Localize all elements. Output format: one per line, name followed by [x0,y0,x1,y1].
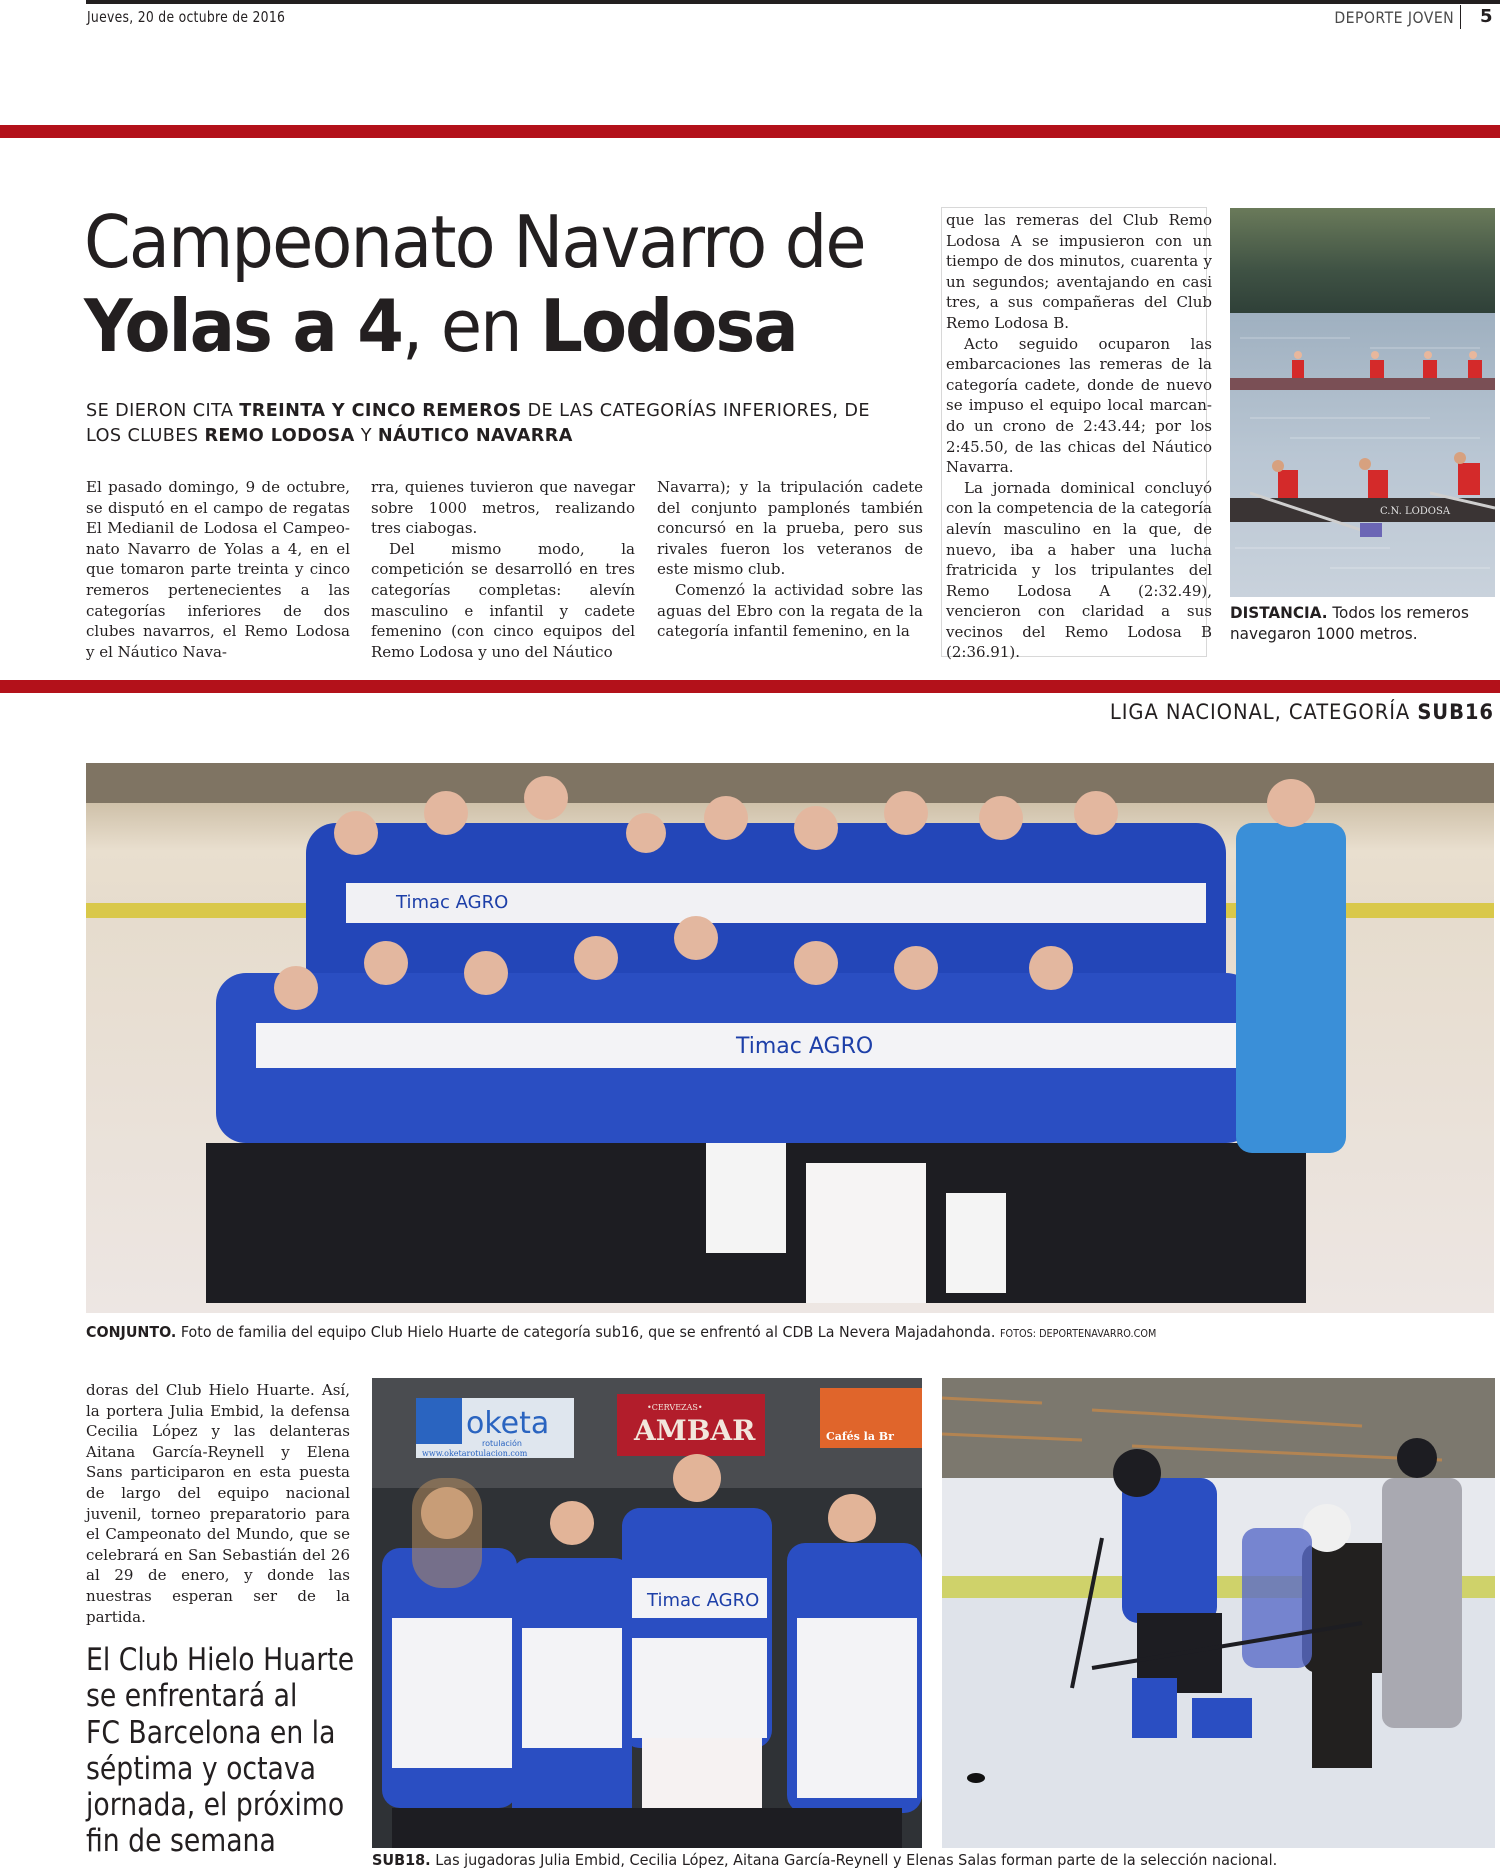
caption-text: Todos los remeros navegaron 1000 metros. [1230,603,1469,643]
jersey-sponsor: Timac AGRO [736,1034,874,1059]
banner-text: www.oketarotulacion.com [422,1449,528,1458]
article-headline [84,200,865,368]
headline-line-1: Campeonato Navarro de [84,200,865,284]
kicker-bold: SUB16 [1417,700,1494,724]
paragraph: Del mismo modo, la competición se desarrolló en tres categorías completas: alevín masculino e infantil y cadete femenino (con cinco equipos del Remo Lodosa y uno del Náutico [371,539,635,661]
article-column-3 [657,477,923,642]
pull-quote-line: séptima y octava [86,1750,316,1787]
article-subheadline [86,398,890,448]
game-action-photo [942,1378,1495,1848]
article-column-4 [946,210,1212,663]
jersey-sponsor: Timac AGRO [647,1590,760,1611]
pull-quote-line: fin de semana [86,1823,276,1860]
paragraph: doras del Club Hielo Huarte. Así, la portera Julia Embid, la defensa Cecilia López y las delanteras Aitana García-Reynell y Elena Sans participaron en esta puesta de largo del equipo nacional juvenil, torneo preparatorio para el Campeonato del Mundo, que se celebrará en San Sebastián del 26 al 29 de enero, y donde las nuestras esperan ser de la partida. [86,1381,350,1626]
boat-label: C.N. LODOSA [1380,506,1451,517]
kicker-text: LIGA NACIONAL, CATEGORÍA [1109,700,1418,724]
paragraph: rra, quienes tuvieron que navegar sobre 1000 metros, realizando tres ciabogas. [371,478,635,538]
subhead-text: SE DIERON CITA [86,400,240,421]
team-photo [86,763,1494,1313]
header-separator [1460,5,1461,29]
sub18-photo-caption [372,1851,1277,1869]
caption-lead: DISTANCIA. [1230,603,1328,622]
section-name: DEPORTE JOVEN [1334,8,1454,27]
article-column-1 [86,477,350,662]
puck [967,1773,985,1783]
section-divider-top [0,125,1500,138]
caption-text: Foto de familia del equipo Club Hielo Huarte de categoría sub16, que se enfrentó al CDB La Nevera Majadahonda. [176,1323,1000,1341]
paragraph: que las remeras del Club Remo Lodosa A se impusieron con un tiempo de dos minutos, cuarenta y un segundos; aventajando en casi tres, a sus compañeras del Club Remo Lodosa B. [946,211,1212,332]
subhead-bold: REMO LODOSA [204,425,355,446]
subhead-text: DE LAS CATEGORÍAS INFERIORES, DE LOS CLUBES [86,400,870,446]
issue-date: Jueves, 20 de octubre de 2016 [87,8,286,26]
ambar-banner [617,1394,765,1456]
subhead-text: Y [354,425,378,446]
header-rule [86,0,1500,4]
paragraph: El pasado domingo, 9 de octubre, se disputó en el campo de regatas El Medianil de Lodosa el Campeonato Navarro de Yolas a 4, en el que tomaron parte treinta y cinco remeros pertenecientes a las categorías inferiores de dos clubes navarros, el Remo Lodosa y el Náutico Nava- [86,478,350,661]
caption-lead: SUB18. [372,1851,431,1869]
pull-quote-line: jornada, el próximo [86,1787,345,1824]
oketa-banner [416,1398,574,1458]
headline-bold-b: Lodosa [540,284,797,368]
banner-text: •CERVEZAS• [647,1403,703,1412]
section-kicker [1110,700,1494,724]
headline-line-2 [84,284,865,368]
players-front-row [206,973,1306,1303]
subhead-bold: TREINTA Y CINCO REMEROS [239,400,522,421]
article-column-2 [371,477,635,662]
caption-lead: CONJUNTO. [86,1323,177,1341]
paragraph: Navarra); y la tripulación cadete del conjunto pamplonés también concursó en la prueba, pero sus rivales fueron los veteranos de este mismo club. [657,478,923,579]
banner-text: rotulación [482,1439,522,1448]
rowing-photo [1230,208,1495,597]
pull-quote-line: El Club Hielo Huarte [86,1642,355,1678]
paragraph: La jornada dominical concluyó con la competencia de la categoría alevín masculino en la que, de nuevo, iba a haber una lucha fratricida y los tripulantes del Remo Lodosa A (2:32.49), vencieron con claridad a sus vecinos del Remo Lodosa B (2:36.91). [946,478,1212,662]
paragraph: Comenzó la actividad sobre las aguas del Ebro con la regata de la categoría infantil femenino, en la [657,580,923,641]
pull-quote-line: FC Barcelona en la [86,1714,336,1751]
cafes-banner [820,1388,922,1448]
caption-text: Las jugadoras Julia Embid, Cecilia López, Aitana García-Reynell y Elenas Salas forman parte de la selección nacional. [430,1851,1278,1869]
photo-credit: FOTOS: DEPORTENAVARRO.COM [999,1328,1157,1340]
article-column-4-box [941,207,1212,662]
paragraph: Acto seguido ocuparon las embarcaciones las remeras de la categoría cadete, donde de nuevo se impuso el equipo local marcando un crono de 2:43.44; por los 2:45.50, de las chicas del Náutico Navarra. [946,334,1212,477]
banner-text: AMBAR [634,1414,756,1447]
pull-quote [86,1642,355,1860]
team-photo-caption [86,1323,1156,1341]
pull-quote-line: se enfrentará al [86,1678,298,1715]
rowing-photo-caption [1230,602,1485,644]
page-number: 5 [1480,6,1493,27]
headline-normal: , en [402,284,541,368]
sub18-players-photo [372,1378,922,1848]
banner-text: Cafés la Br [826,1430,894,1443]
jersey-sponsor: Timac AGRO [396,892,509,913]
banner-text: oketa [466,1406,550,1441]
section-divider-mid [0,680,1500,693]
subhead-bold: NÁUTICO NAVARRA [377,425,573,446]
coach-jacket [1236,823,1346,1153]
article-2-column [86,1380,350,1627]
headline-bold-a: Yolas a 4 [84,284,403,368]
